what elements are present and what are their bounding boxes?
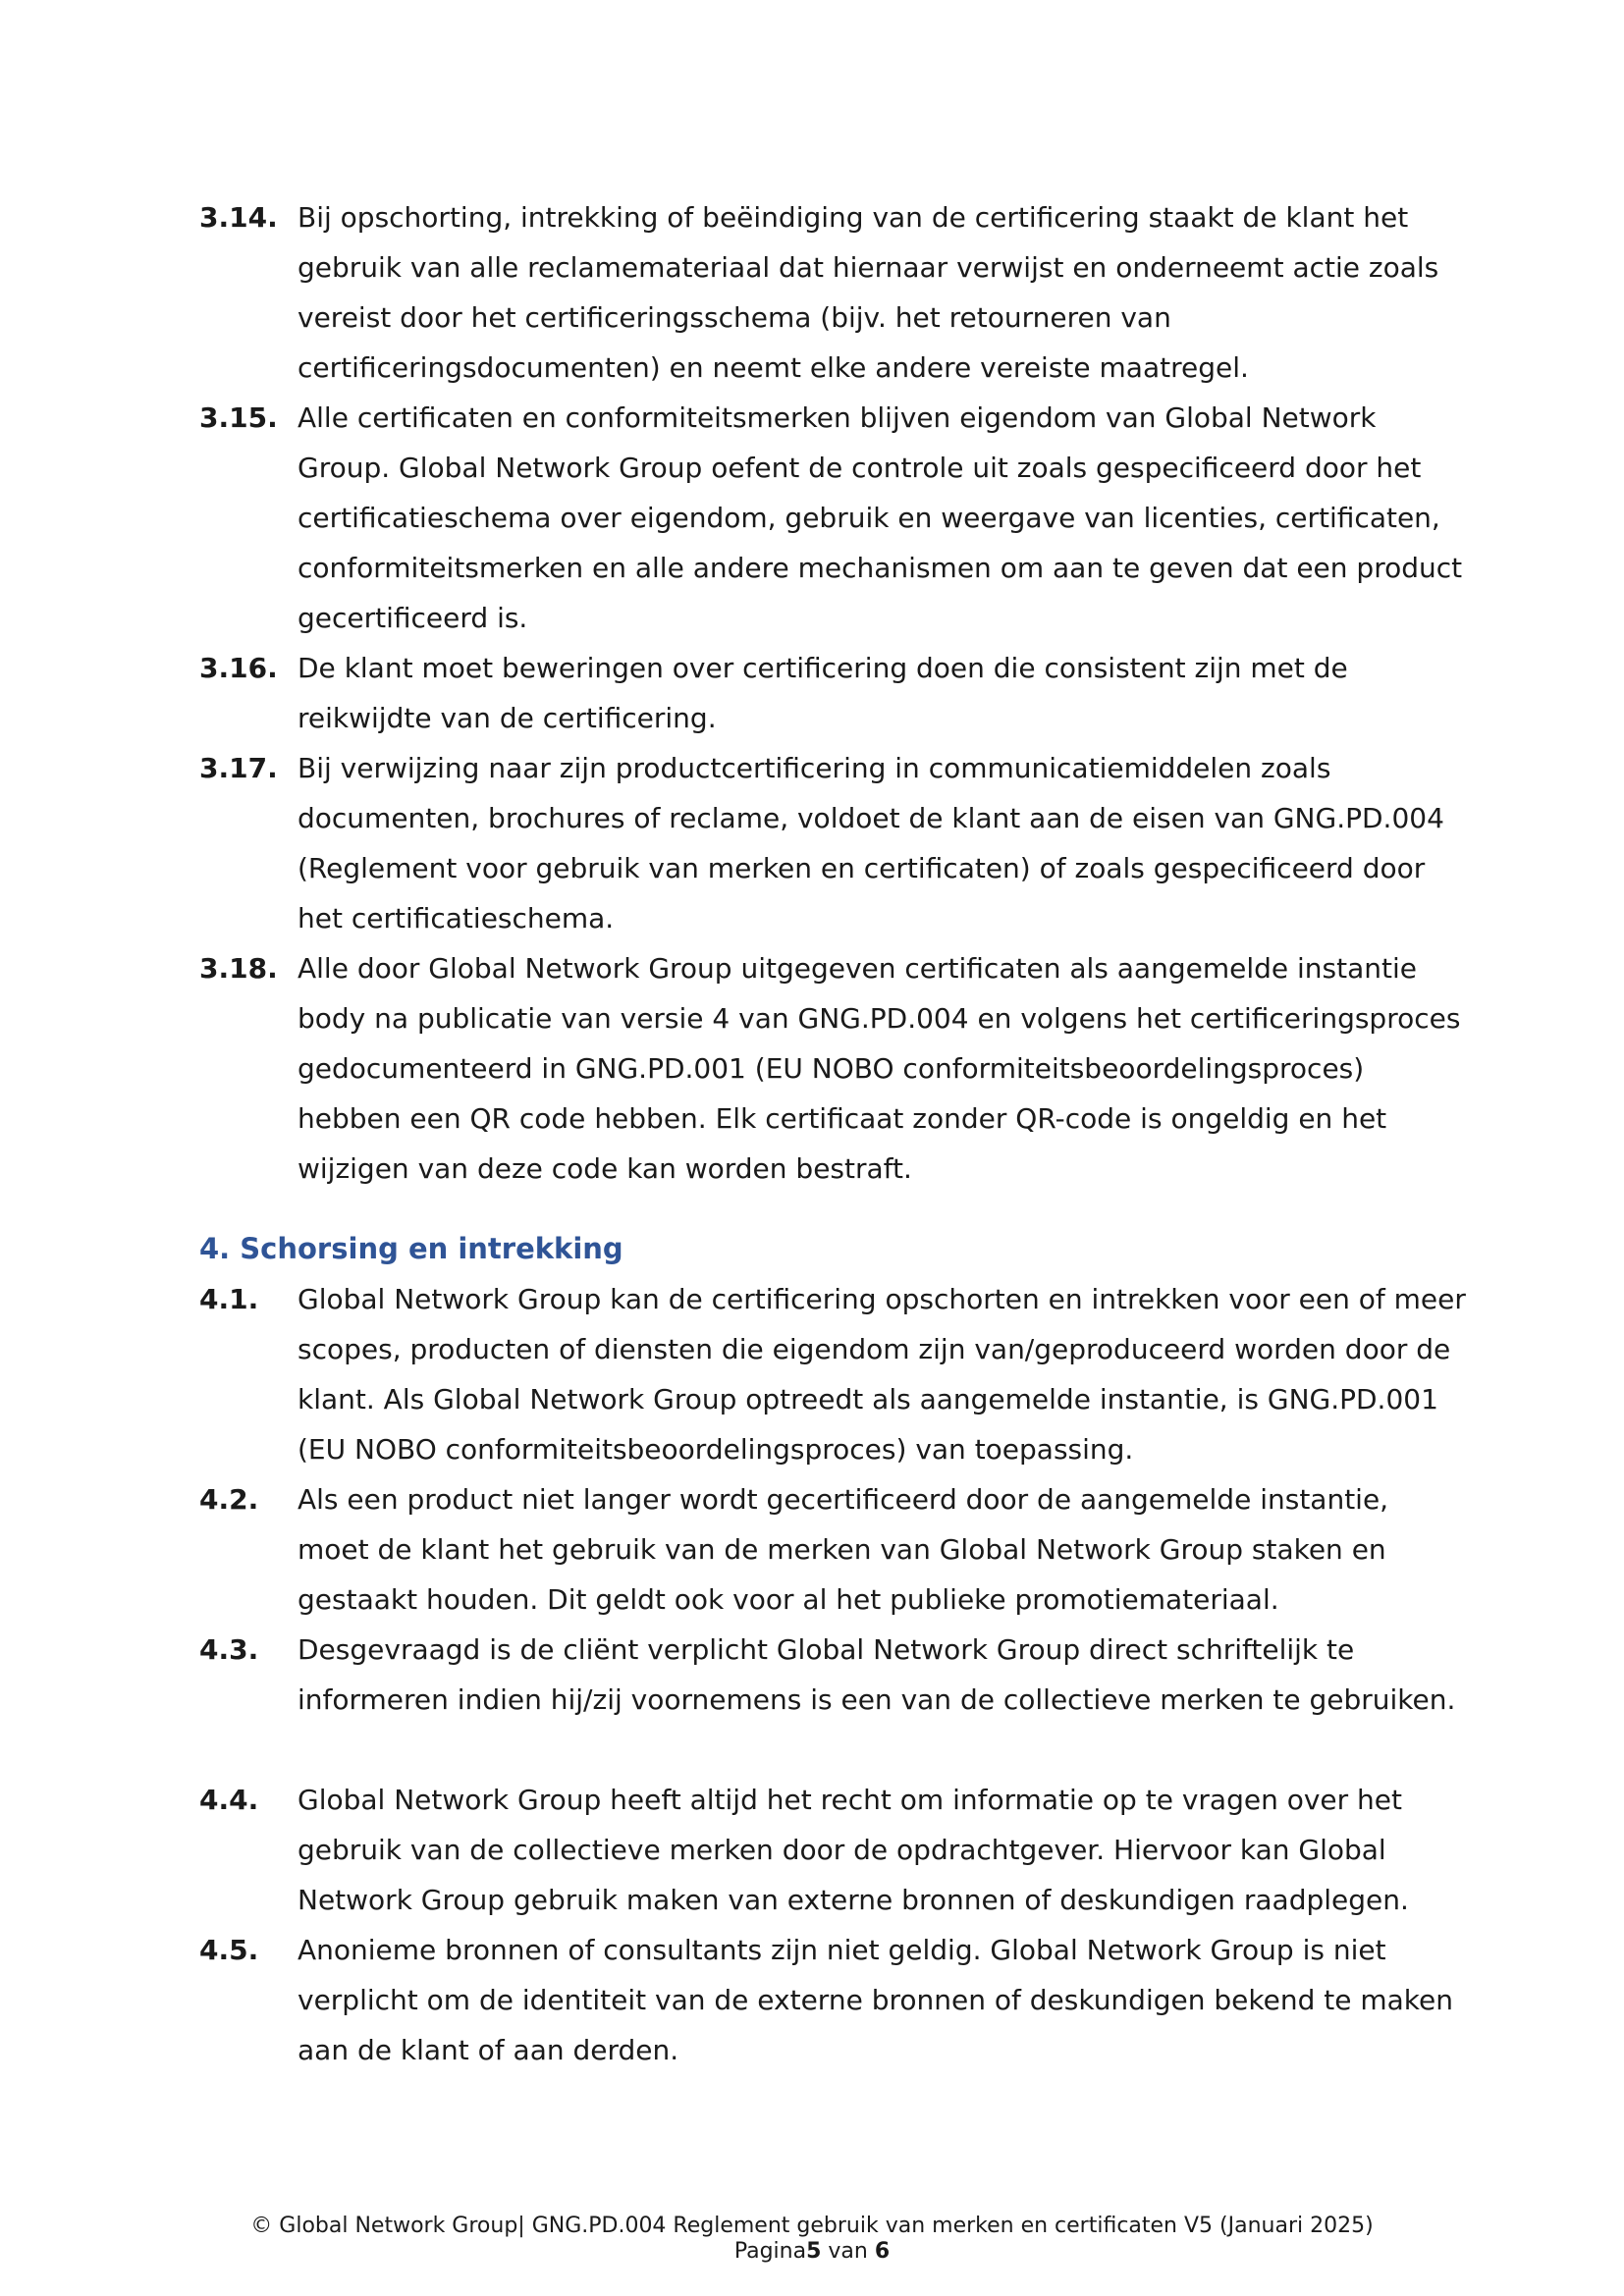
page-total: 6	[874, 2239, 891, 2264]
clause-text: Bij opschorting, intrekking of beëindiging van de certificering staakt de klant het gebruik van alle reclamemateriaal dat hiernaar verwijst en onderneemt actie zoals vereist door het certificeringsschema (bijv. het retourneren van certificeringsdocumenten) en neemt elke andere vereiste maatregel.	[298, 201, 1439, 384]
clause-3-18	[199, 943, 1466, 1194]
clause-number: 4.3.	[199, 1633, 259, 1666]
clause-3-17	[199, 743, 1466, 943]
clause-text: De klant moet beweringen over certificering doen die consistent zijn met de reikwijdte van de certificering.	[298, 652, 1348, 734]
clause-text: Global Network Group kan de certificering opschorten en intrekken voor een of meer scopes, producten of diensten die eigendom zijn van/geproduceerd worden door de klant. Als Global Network Group optreedt als aangemelde instantie, is GNG.PD.001 (EU NOBO conformiteitsbeoordelingsproces) van toepassing.	[298, 1283, 1466, 1466]
clause-3-16	[199, 643, 1466, 743]
clause-3-14	[199, 192, 1466, 393]
page-label: Pagina	[733, 2239, 807, 2264]
clause-number: 3.18.	[199, 952, 278, 985]
clause-4-5	[199, 1925, 1466, 2075]
clause-4-1	[199, 1274, 1466, 1474]
clause-text: Alle certificaten en conformiteitsmerken blijven eigendom van Global Network Group. Global Network Group oefent de controle uit zoals gespecificeerd door het certificatieschema over eigendom, gebruik en weergave van licenties, certificaten, conformiteitsmerken en alle andere mechanismen om aan te geven dat een product gecertificeerd is.	[298, 401, 1463, 634]
footer-page-number	[0, 2238, 1624, 2266]
clause-text: Desgevraagd is de cliënt verplicht Global Network Group direct schriftelijk te informeren indien hij/zij voornemens is een van de collectieve merken te gebruiken.	[298, 1633, 1456, 1716]
clause-4-3	[199, 1625, 1466, 1725]
clause-number: 4.2.	[199, 1483, 259, 1516]
clause-number: 3.16.	[199, 652, 278, 684]
clause-text: Bij verwijzing naar zijn productcertificering in communicatiemiddelen zoals documenten, brochures of reclame, voldoet de klant aan de eisen van GNG.PD.004 (Reglement voor gebruik van merken en certificaten) of zoals gespecificeerd door het certificatieschema.	[298, 752, 1444, 934]
clause-4-2	[199, 1474, 1466, 1625]
clause-3-15	[199, 393, 1466, 643]
clause-number: 4.5.	[199, 1934, 259, 1966]
clause-number: 3.14.	[199, 201, 278, 234]
clause-text: Als een product niet langer wordt gecertificeerd door de aangemelde instantie, moet de klant het gebruik van de merken van Global Network Group staken en gestaakt houden. Dit geldt ook voor al het publieke promotiemateriaal.	[298, 1483, 1389, 1616]
page-current: 5	[806, 2239, 822, 2264]
clause-number: 4.4.	[199, 1784, 259, 1816]
section-heading: 4. Schorsing en intrekking	[199, 1232, 623, 1265]
clause-number: 3.17.	[199, 752, 278, 784]
clause-number: 4.1.	[199, 1283, 259, 1315]
clause-number: 3.15.	[199, 401, 278, 434]
clause-4-4	[199, 1775, 1466, 1925]
footer-copyright: © Global Network Group| GNG.PD.004 Reglement gebruik van merken en certificaten V5 (Januari 2025)	[250, 2214, 1374, 2238]
clause-text: Alle door Global Network Group uitgegeven certificaten als aangemelde instantie body na publicatie van versie 4 van GNG.PD.004 en volgens het certificeringsproces gedocumenteerd in GNG.PD.001 (EU NOBO conformiteitsbeoordelingsproces) hebben een QR code hebben. Elk certificaat zonder QR-code is ongeldig en het wijzigen van deze code kan worden bestraft.	[298, 952, 1461, 1185]
page-separator: van	[821, 2239, 875, 2264]
clause-text: Global Network Group heeft altijd het recht om informatie op te vragen over het gebruik van de collectieve merken door de opdrachtgever. Hiervoor kan Global Network Group gebruik maken van externe bronnen of deskundigen raadplegen.	[298, 1784, 1409, 1916]
clause-text: Anonieme bronnen of consultants zijn niet geldig. Global Network Group is niet verplicht om de identiteit van de externe bronnen of deskundigen bekend te maken aan de klant of aan derden.	[298, 1934, 1453, 2066]
